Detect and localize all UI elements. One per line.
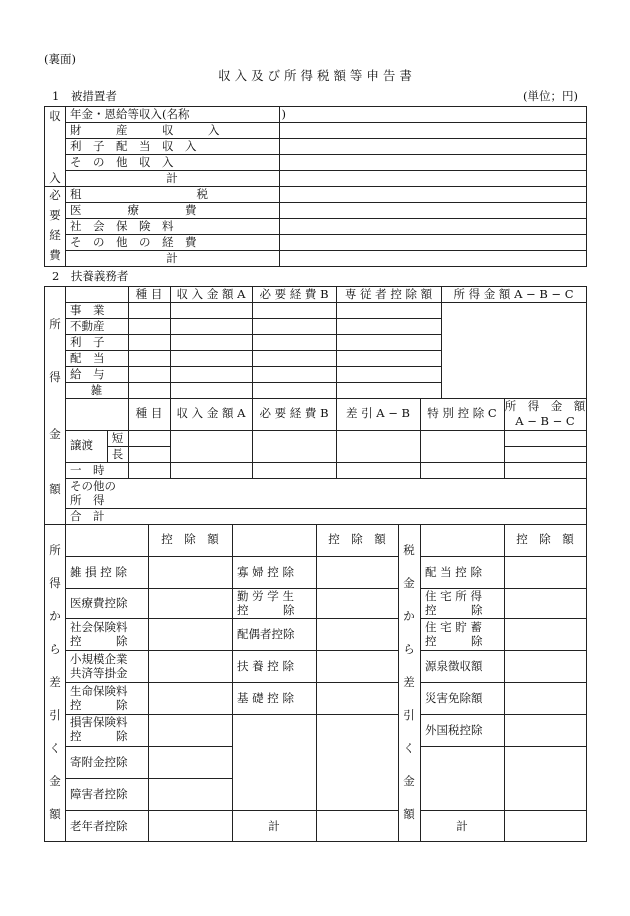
- deduction-donation: 寄附金控除: [70, 755, 128, 769]
- income-row-other: そ の 他 収 入: [70, 155, 174, 169]
- expense-side-label-2: 要: [49, 208, 61, 222]
- right-side-8: 金: [403, 774, 415, 788]
- row-real-estate: 不動産: [70, 319, 105, 333]
- tax-deduction-housing-savings-1: 住 宅 貯 蓄: [425, 620, 482, 634]
- deduction-working-student-1: 勤 労 学 生: [237, 589, 294, 603]
- right-side-6: 引: [403, 708, 415, 722]
- h2-special-deduction: 特 別 控 除 C: [427, 406, 497, 420]
- unit-label: (単位；円): [523, 89, 578, 103]
- expense-side-label-4: 費: [49, 248, 61, 262]
- h1-income-amount: 所 得 金 額 A − B − C: [453, 287, 574, 301]
- form-title: 収 入 及 び 所 得 税 額 等 申 告 書: [218, 68, 412, 83]
- left-side-8: 金: [49, 774, 61, 788]
- deduction-damage-insurance-2: 控 除: [70, 729, 128, 743]
- h1-dedicated-deduction: 専 従 者 控 除 額: [344, 287, 433, 301]
- row-transfer-short: 短: [111, 431, 124, 445]
- h2-income-a: 収 入 金 額 A: [176, 406, 246, 420]
- expense-row-other: そ の 他 の 経 費: [70, 235, 197, 249]
- row-salary: 給 与: [70, 367, 105, 381]
- right-side-5: 差: [403, 675, 415, 689]
- left-side-6: 引: [49, 708, 61, 722]
- h1-income-a: 収 入 金 額 A: [176, 287, 246, 301]
- right-side-9: 額: [403, 807, 415, 821]
- deduction-life-insurance-1: 生命保険料: [70, 684, 128, 698]
- h1-expense-b: 必 要 経 費 B: [259, 287, 329, 301]
- row-transfer: 譲渡: [70, 438, 93, 452]
- deduction-working-student-2: 控 除: [237, 603, 295, 617]
- right-side-7: く: [403, 741, 415, 755]
- deduction-widow: 寡 婦 控 除: [237, 565, 294, 579]
- deduction-small-business-2: 共済等掛金: [70, 666, 128, 680]
- row-business: 事 業: [70, 303, 105, 317]
- deduction-header-1: 控 除 額: [161, 532, 219, 546]
- deduction-dependent: 扶 養 控 除: [237, 659, 294, 673]
- row-interest: 利 子: [70, 335, 105, 349]
- left-side-1: 所: [49, 543, 61, 557]
- tax-deduction-housing-income-2: 控 除: [425, 603, 483, 617]
- deduction-casualty: 雑 損 控 除: [70, 565, 127, 579]
- income-row-interest: 利 子 配 当 収 入: [70, 139, 197, 153]
- tax-withholding: 源泉徴収額: [425, 659, 483, 673]
- h2-expense-b: 必 要 経 費 B: [259, 406, 329, 420]
- right-side-4: ら: [403, 642, 415, 656]
- income-row-pension: 年金・恩給等収入(名称 ): [70, 107, 286, 121]
- back-side-label: (裏面): [44, 52, 76, 66]
- expense-row-medical: 医 療 費: [70, 203, 197, 217]
- h2-diff: 差 引 A − B: [345, 406, 410, 420]
- income-side-label-1: 収: [49, 109, 61, 123]
- deduction-elderly: 老年者控除: [70, 819, 128, 833]
- section1-title: 1 被措置者: [52, 89, 117, 103]
- h2-type: 種 目: [135, 406, 163, 420]
- expense-side-label-3: 経: [49, 228, 61, 242]
- expense-row-social-insurance: 社 会 保 険 料: [70, 219, 174, 233]
- income-amount-side-4: 額: [49, 482, 61, 496]
- row-other-income-1: その他の: [70, 479, 116, 493]
- deduction-right-total: 計: [456, 819, 468, 833]
- row-temporary: 一 時: [70, 463, 105, 477]
- income-row-property: 財 産 収 入: [70, 123, 220, 137]
- right-side-2: 金: [403, 576, 415, 590]
- deduction-social-insurance-1: 社会保険料: [70, 620, 128, 634]
- income-amount-side-2: 得: [49, 370, 61, 384]
- deduction-disability: 障害者控除: [70, 787, 128, 801]
- row-dividend: 配 当: [70, 351, 105, 365]
- tax-deduction-dividend: 配 当 控 除: [425, 565, 482, 579]
- tax-deduction-housing-income-1: 住 宅 所 得: [425, 589, 482, 603]
- income-amount-side-3: 金: [49, 427, 61, 441]
- h2-income-amount-2: A − B − C: [515, 414, 575, 428]
- deduction-life-insurance-2: 控 除: [70, 698, 128, 712]
- row-total: 合 計: [70, 509, 105, 523]
- h1-type: 種 目: [135, 287, 163, 301]
- section2-title: 2 扶養義務者: [52, 269, 129, 283]
- h2-income-amount-1: 所 得 金 額: [504, 399, 586, 413]
- left-side-3: か: [49, 609, 61, 623]
- deduction-small-business-1: 小規模企業: [70, 652, 128, 666]
- deduction-social-insurance-2: 控 除: [70, 634, 128, 648]
- tax-disaster-exemption: 災害免除額: [425, 691, 483, 705]
- deduction-header-2: 控 除 額: [328, 532, 386, 546]
- tax-deduction-housing-savings-2: 控 除: [425, 634, 483, 648]
- row-other-income-2: 所 得: [70, 493, 105, 507]
- deduction-mid-total: 計: [268, 819, 280, 833]
- left-side-2: 得: [49, 576, 61, 590]
- left-side-5: 差: [49, 675, 61, 689]
- expense-row-total: 計: [166, 251, 178, 265]
- row-transfer-long: 長: [111, 447, 124, 461]
- income-row-total: 計: [166, 171, 178, 185]
- expense-side-label-1: 必: [49, 188, 61, 202]
- left-side-4: ら: [49, 642, 61, 656]
- left-side-9: 額: [49, 807, 61, 821]
- deduction-spouse: 配偶者控除: [237, 627, 295, 641]
- expense-row-tax: 租 税: [70, 187, 208, 201]
- income-amount-side-1: 所: [49, 317, 61, 331]
- right-side-3: か: [403, 609, 415, 623]
- tax-foreign-credit: 外国税控除: [425, 723, 483, 737]
- left-side-7: く: [49, 741, 61, 755]
- row-misc: 雑: [90, 383, 103, 397]
- right-side-1: 税: [403, 543, 415, 557]
- income-side-label-2: 入: [49, 171, 61, 185]
- deduction-basic: 基 礎 控 除: [237, 691, 294, 705]
- deduction-damage-insurance-1: 損害保険料: [70, 715, 128, 729]
- deduction-header-3: 控 除 額: [516, 532, 574, 546]
- deduction-medical: 医療費控除: [70, 596, 128, 610]
